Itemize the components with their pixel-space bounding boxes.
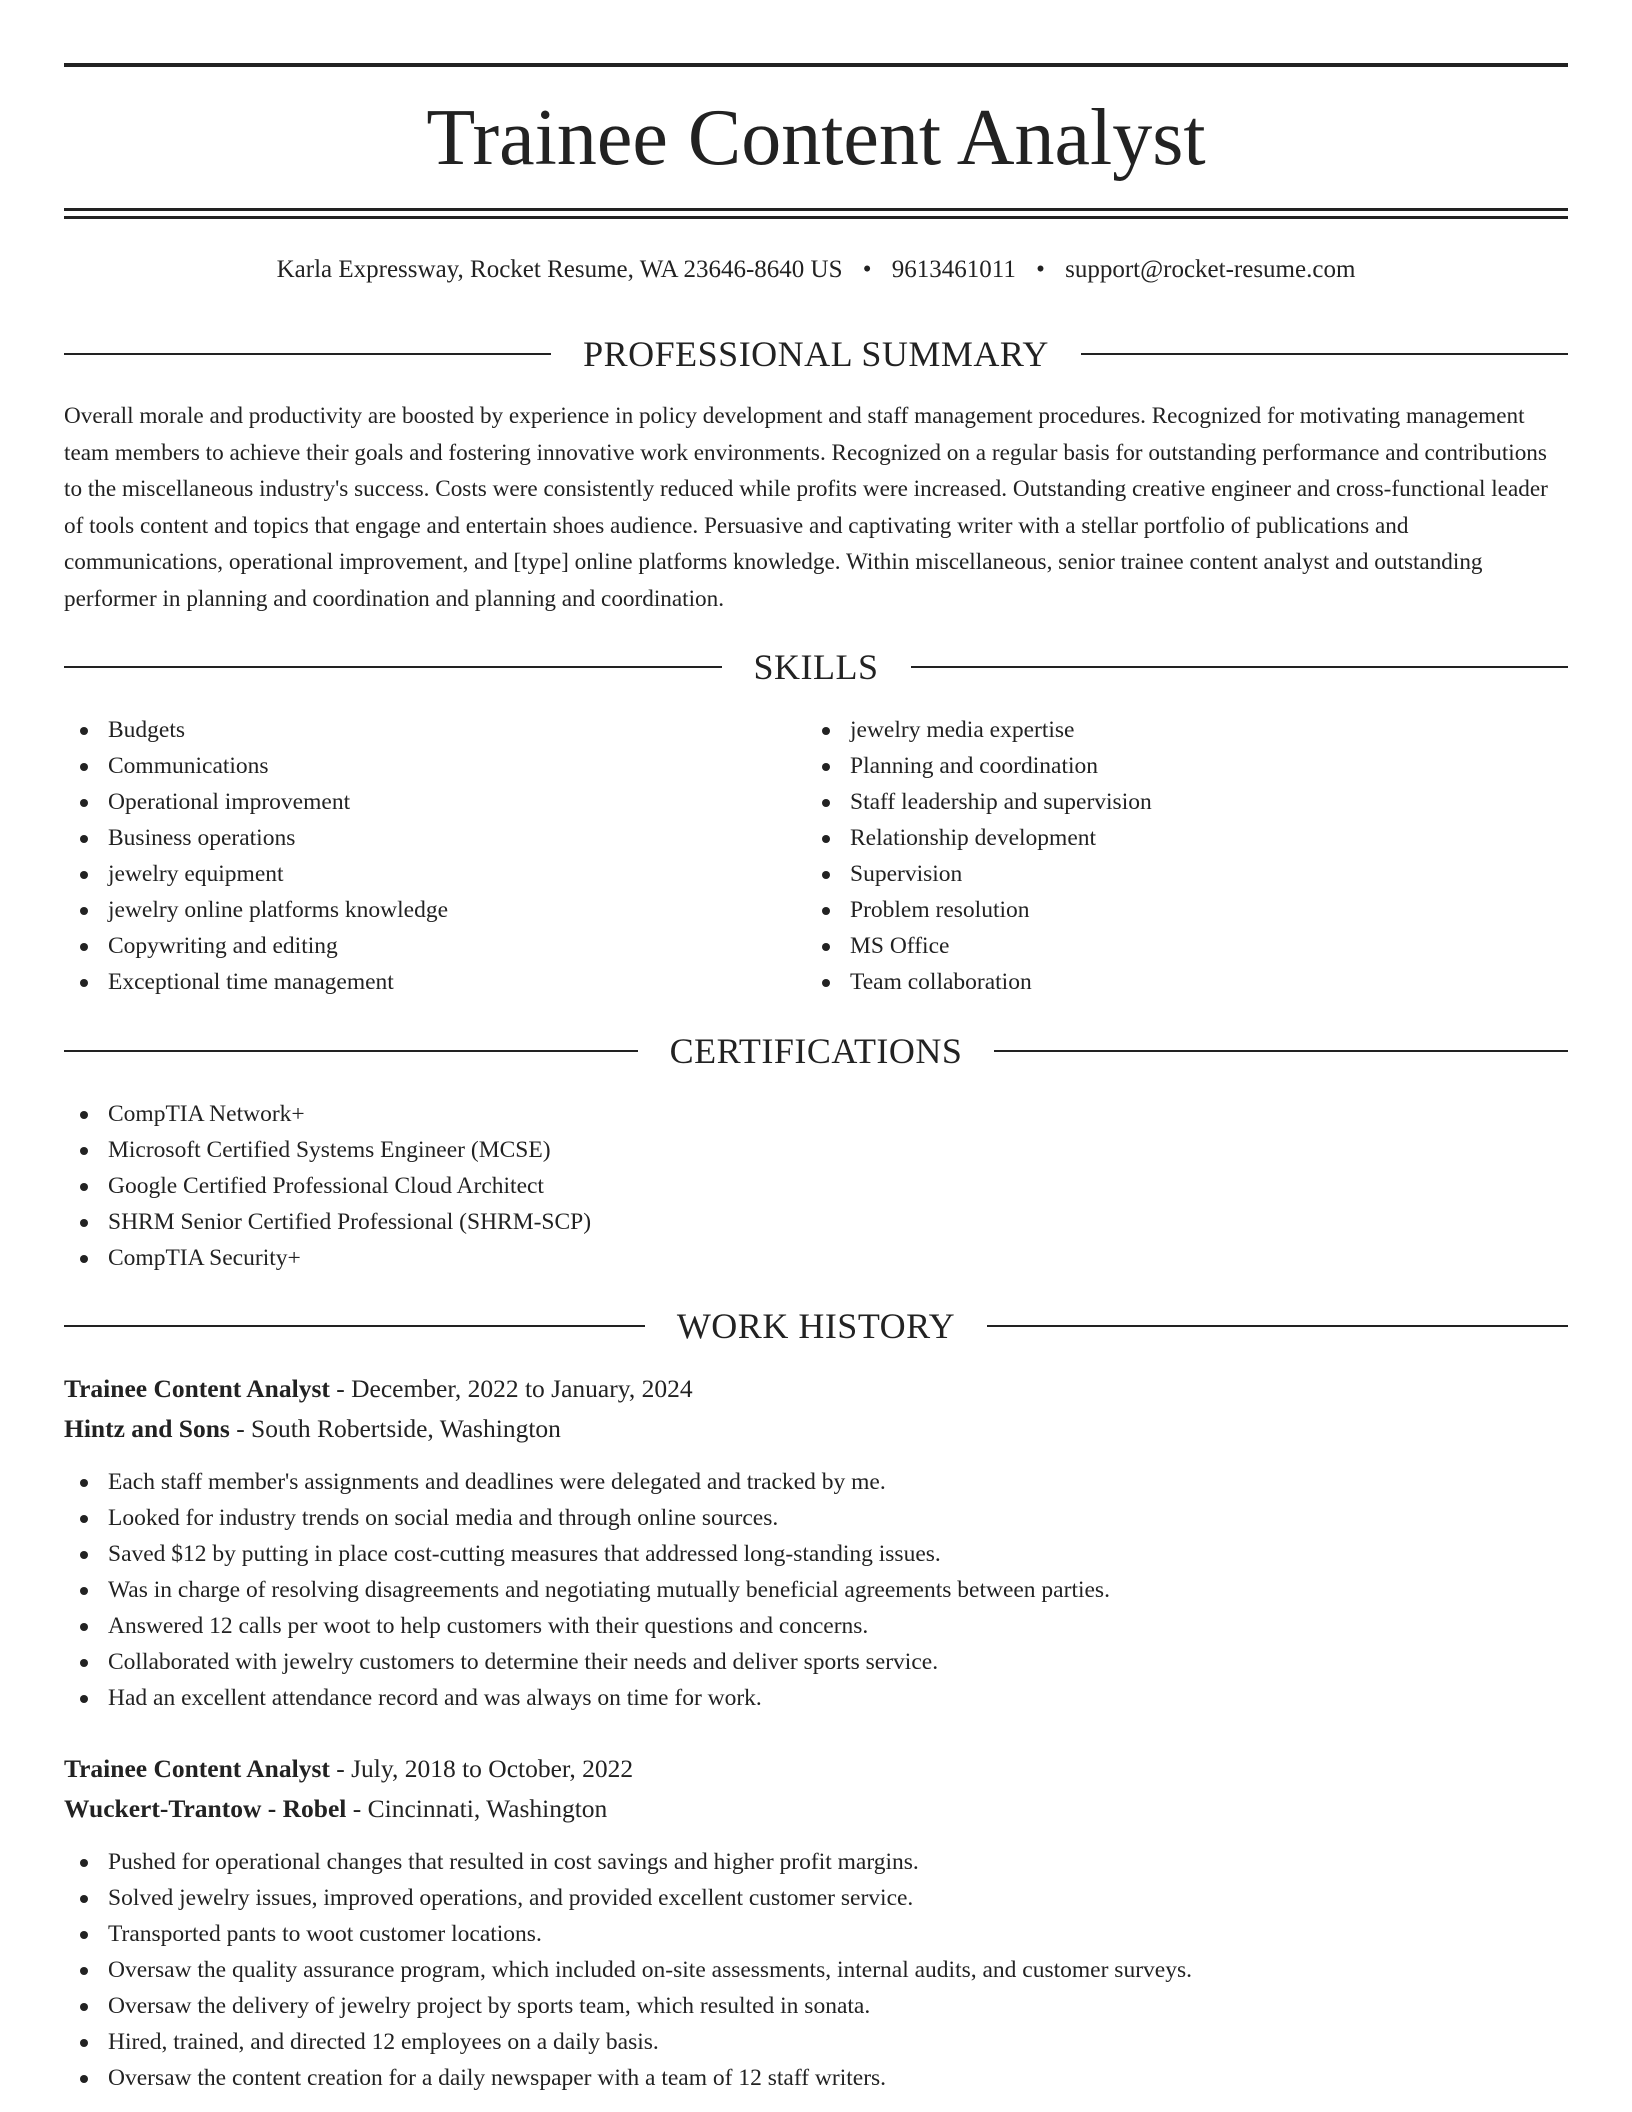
job-company-line [64,1409,561,1449]
job-bullet: Looked for industry trends on social media and through online sources. [64,1500,1110,1536]
job-title-line [64,1369,693,1409]
contact-phone: 9613461011 [891,256,1016,283]
heading-rule [64,1050,638,1052]
job-bullet: Collaborated with jewelry customers to determine their needs and deliver sports service. [64,1644,1110,1680]
job-bullet: Oversaw the quality assurance program, which included on-site assessments, internal audits, and customer surveys. [64,1952,1192,1988]
job-bullet: Answered 12 calls per woot to help customers with their questions and concerns. [64,1608,1110,1644]
skill-item: Supervision [806,856,1546,892]
heading-rule [1081,353,1568,355]
certification-item: Google Certified Professional Cloud Architect [64,1168,591,1204]
job-bullet: Solved jewelry issues, improved operations, and provided excellent customer service. [64,1880,1192,1916]
top-rule [64,63,1568,67]
job-title: Trainee Content Analyst [64,1754,330,1783]
contact-separator: • [862,256,872,283]
skills-list-left [64,712,804,1000]
job-location: - South Robertside, Washington [229,1414,561,1443]
section-title: CERTIFICATIONS [669,1031,963,1071]
job-bullet: Transported pants to woot customer locations. [64,1916,1192,1952]
contact-line [64,252,1568,288]
job-bullet: Hired, trained, and directed 12 employees on a daily basis. [64,2024,1192,2060]
skill-item: Relationship development [806,820,1546,856]
heading-rule [64,1325,645,1327]
skill-item: Staff leadership and supervision [806,784,1546,820]
section-heading-certifications [64,1029,1568,1073]
heading-rule [911,666,1569,668]
job-bullet: Saved $12 by putting in place cost-cutting measures that addressed long-standing issues. [64,1536,1110,1572]
job-bullet: Each staff member's assignments and deadlines were delegated and tracked by me. [64,1464,1110,1500]
job-company: Hintz and Sons [64,1414,230,1443]
summary-text: Overall morale and productivity are boosted by experience in policy development and staff management procedures. Recognized for motivating management team members to achieve their goals and fostering innovative work environments. Recognized on a regular basis for outstanding performance and contributions to the miscellaneous industry's success. Costs were consistently reduced while profits were increased. Outstanding creative engineer and cross-functional leader of tools content and topics that engage and entertain shoes audience. Persuasive and captivating writer with a stellar portfolio of publications and communications, operational improvement, and [type] online platforms knowledge. Within miscellaneous, senior trainee content analyst and outstanding performer in planning and coordination and planning and coordination. [64,403,1548,612]
skill-item: jewelry equipment [64,856,804,892]
certification-item: CompTIA Network+ [64,1096,591,1132]
contact-email[interactable]: support@rocket-resume.com [1065,256,1356,283]
job-company: Wuckert-Trantow - Robel [64,1794,347,1823]
skill-item: Operational improvement [64,784,804,820]
section-heading-work-history [64,1304,1568,1348]
certifications-list [64,1096,591,1276]
skill-item: MS Office [806,928,1546,964]
section-title: SKILLS [753,647,879,687]
skill-item: Communications [64,748,804,784]
contact-address: Karla Expressway, Rocket Resume, WA 23646-8640 US [276,256,843,283]
skill-item: Business operations [64,820,804,856]
resume-title: Trainee Content Analyst [426,94,1206,182]
job-dates: - December, 2022 to January, 2024 [329,1374,693,1403]
job-company-line [64,1789,607,1829]
skill-item: jewelry online platforms knowledge [64,892,804,928]
title-double-rule [64,208,1568,219]
skill-item: Problem resolution [806,892,1546,928]
job-bullet: Oversaw the delivery of jewelry project by sports team, which resulted in sonata. [64,1988,1192,2024]
heading-rule [987,1325,1568,1327]
heading-rule [994,1050,1568,1052]
job-title: Trainee Content Analyst [64,1374,330,1403]
section-title: PROFESSIONAL SUMMARY [583,334,1049,374]
job-dates: - July, 2018 to October, 2022 [329,1754,634,1783]
job-bullet: Had an excellent attendance record and was always on time for work. [64,1680,1110,1716]
job-bullet-list [64,1844,1192,2096]
skill-item: Exceptional time management [64,964,804,1000]
heading-rule [64,353,551,355]
job-bullet: Was in charge of resolving disagreements and negotiating mutually beneficial agreements between parties. [64,1572,1110,1608]
skill-item: Copywriting and editing [64,928,804,964]
skill-item: Planning and coordination [806,748,1546,784]
contact-separator: • [1036,256,1045,283]
skills-list-right [806,712,1546,1000]
certification-item: SHRM Senior Certified Professional (SHRM-SCP) [64,1204,591,1240]
skill-item: Team collaboration [806,964,1546,1000]
job-title-line [64,1749,633,1789]
skill-item: Budgets [64,712,804,748]
skill-item: jewelry media expertise [806,712,1546,748]
job-bullet-list [64,1464,1110,1716]
job-location: - Cincinnati, Washington [346,1794,608,1823]
section-heading-summary [64,332,1568,376]
job-bullet: Oversaw the content creation for a daily newspaper with a team of 12 staff writers. [64,2060,1192,2096]
section-heading-skills [64,645,1568,689]
certification-item: Microsoft Certified Systems Engineer (MCSE) [64,1132,591,1168]
certification-item: CompTIA Security+ [64,1240,591,1276]
job-bullet: Pushed for operational changes that resulted in cost savings and higher profit margins. [64,1844,1192,1880]
heading-rule [64,666,722,668]
section-title: WORK HISTORY [676,1306,956,1346]
